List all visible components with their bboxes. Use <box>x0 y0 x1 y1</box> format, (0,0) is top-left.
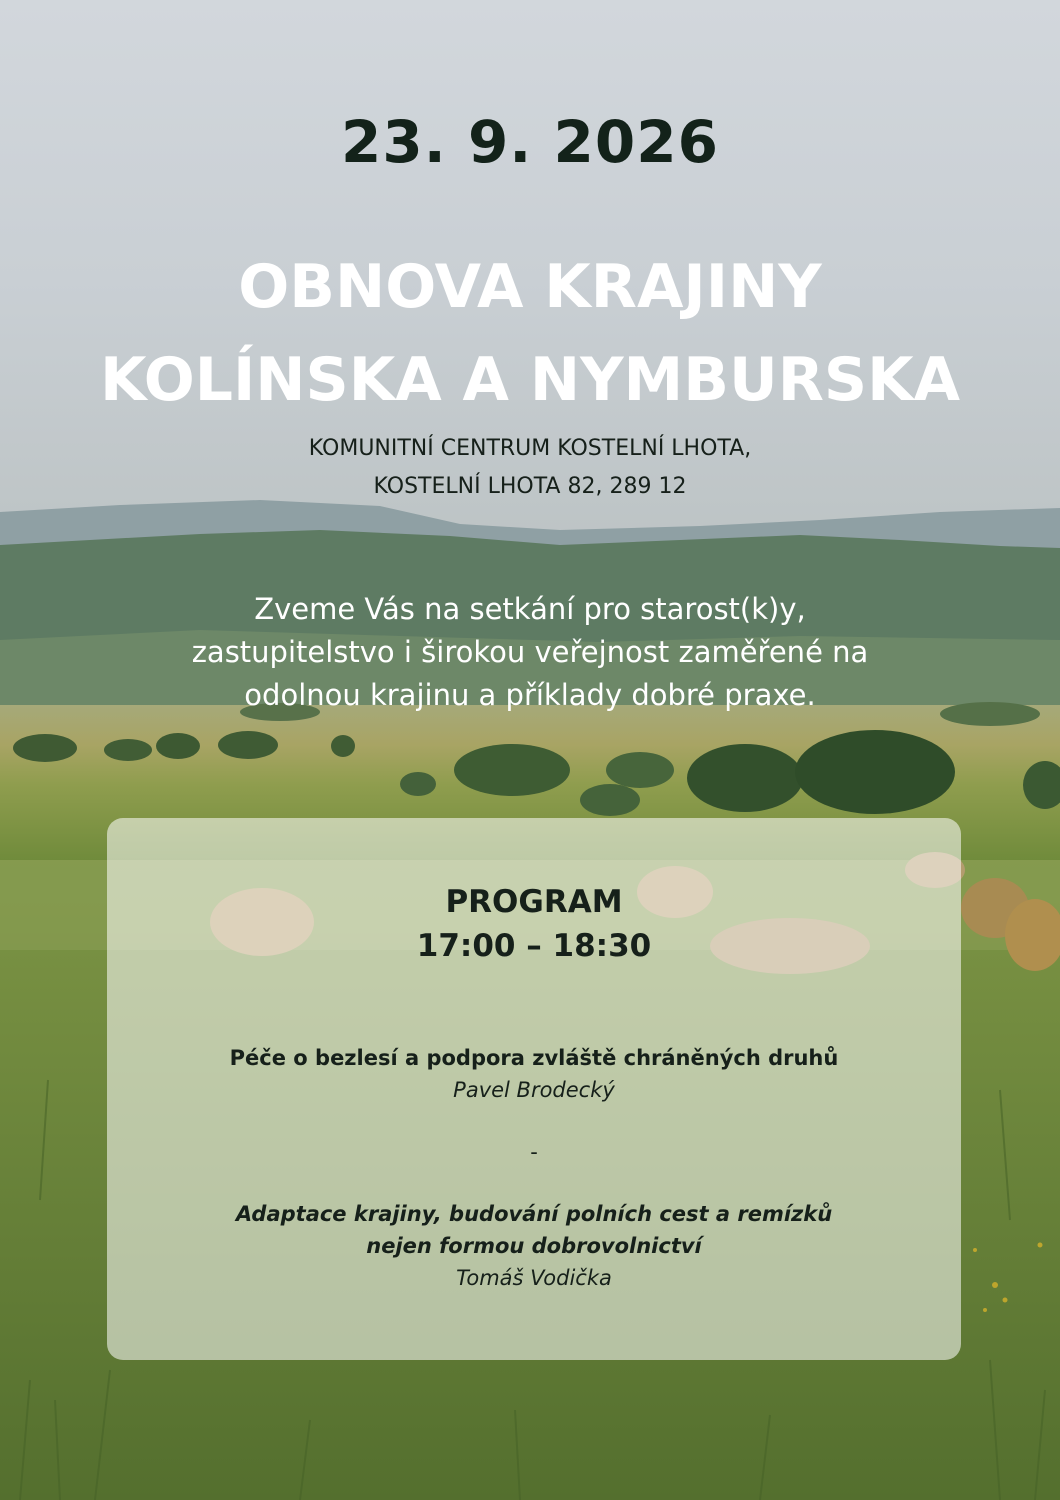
talk-2-title-line2: nejen formou dobrovolnictví <box>366 1234 702 1258</box>
talk-2-speaker: Tomáš Vodička <box>456 1266 612 1290</box>
talk-1-title: Péče o bezlesí a podpora zvláště chráněných druhů <box>229 1046 839 1070</box>
invitation-line3: odolnou krajinu a příklady dobré praxe. <box>244 678 816 712</box>
program-time: 17:00 – 18:30 <box>416 928 652 964</box>
talk-separator: - <box>530 1140 538 1164</box>
event-date: 23. 9. 2026 <box>341 108 719 176</box>
talk-1-speaker: Pavel Brodecký <box>453 1078 615 1102</box>
venue-line2: KOSTELNÍ LHOTA 82, 289 12 <box>373 474 687 499</box>
invitation-line2: zastupitelstvo i širokou veřejnost zaměřené na <box>191 635 869 669</box>
program-card <box>107 818 961 1360</box>
event-title-line1: OBNOVA KRAJINY <box>238 252 822 322</box>
event-title-line2: KOLÍNSKA A NYMBURSKA <box>99 345 961 415</box>
invitation-line1: Zveme Vás na setkání pro starost(k)y, <box>254 592 806 626</box>
talk-2-title-line1: Adaptace krajiny, budování polních cest a remízků <box>235 1202 833 1226</box>
invitation-text <box>0 588 1060 717</box>
venue-line1: KOMUNITNÍ CENTRUM KOSTELNÍ LHOTA, <box>308 436 752 461</box>
program-heading: PROGRAM <box>445 884 623 920</box>
